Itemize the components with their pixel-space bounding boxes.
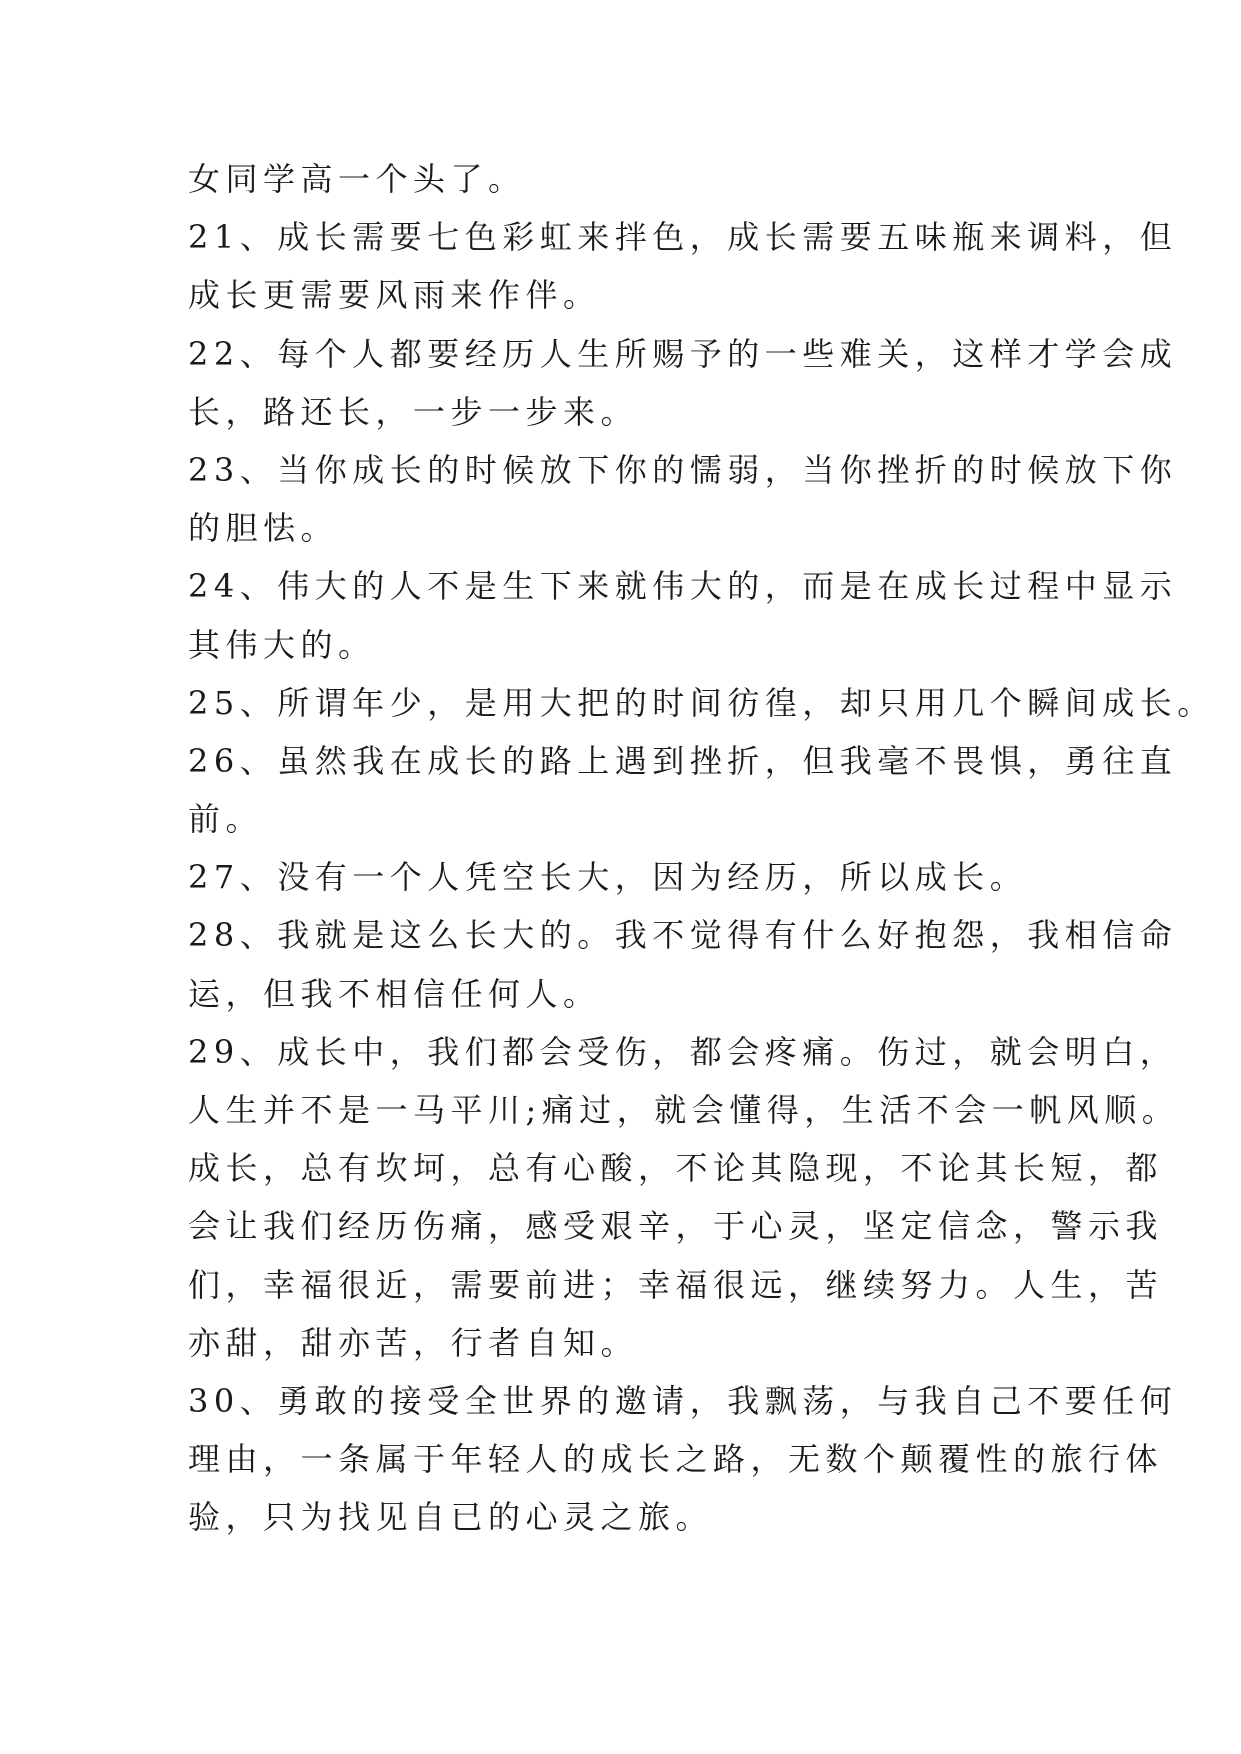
text-line: 26、虽然我在成长的路上遇到挫折，但我毫不畏惧，勇往直	[188, 741, 1178, 780]
text-line: 长，路还长，一步一步来。	[188, 392, 639, 431]
text-line: 30、勇敢的接受全世界的邀请，我飘荡，与我自己不要任何	[188, 1381, 1178, 1420]
text-line: 运，但我不相信任何人。	[188, 974, 601, 1013]
text-line: 其伟大的。	[188, 625, 376, 664]
text-line: 女同学高一个头了。	[188, 160, 526, 198]
text-line: 28、我就是这么长大的。我不觉得有什么好抱怨，我相信命	[188, 916, 1178, 955]
text-line: 会让我们经历伤痛，感受艰辛，于心灵，坚定信念，警示我	[188, 1207, 1164, 1246]
text-line: 的胆怯。	[188, 509, 339, 548]
document-body	[188, 150, 1215, 1547]
text-line: 人生并不是一马平川;痛过，就会懂得，生活不会一帆风顺。	[188, 1091, 1180, 1129]
text-line: 29、成长中，我们都会受伤，都会疼痛。伤过，就会明白，	[188, 1032, 1178, 1071]
text-line: 亦甜，甜亦苦，行者自知。	[188, 1323, 639, 1362]
text-line: 22、每个人都要经历人生所赐予的一些难关，这样才学会成	[188, 334, 1178, 373]
text-line: 成长更需要风雨来作伴。	[188, 276, 601, 315]
text-line: 23、当你成长的时候放下你的懦弱，当你挫折的时候放下你	[188, 450, 1178, 489]
text-line: 理由，一条属于年轻人的成长之路，无数个颠覆性的旅行体	[188, 1440, 1164, 1479]
text-line: 24、伟大的人不是生下来就伟大的，而是在成长过程中显示	[188, 567, 1178, 606]
text-line: 成长，总有坎坷，总有心酸，不论其隐现，不论其长短，都	[188, 1149, 1164, 1188]
text-line: 27、没有一个人凭空长大，因为经历，所以成长。	[188, 858, 1028, 897]
text-line: 21、成长需要七色彩虹来拌色，成长需要五味瓶来调料，但	[188, 218, 1178, 257]
text-line: 们，幸福很近，需要前进；幸福很远，继续努力。人生，苦	[188, 1265, 1164, 1304]
text-line: 25、所谓年少，是用大把的时间彷徨，却只用几个瞬间成长。	[188, 683, 1215, 722]
text-line: 前。	[188, 800, 264, 839]
text-line: 验，只为找见自已的心灵之旅。	[188, 1498, 714, 1537]
